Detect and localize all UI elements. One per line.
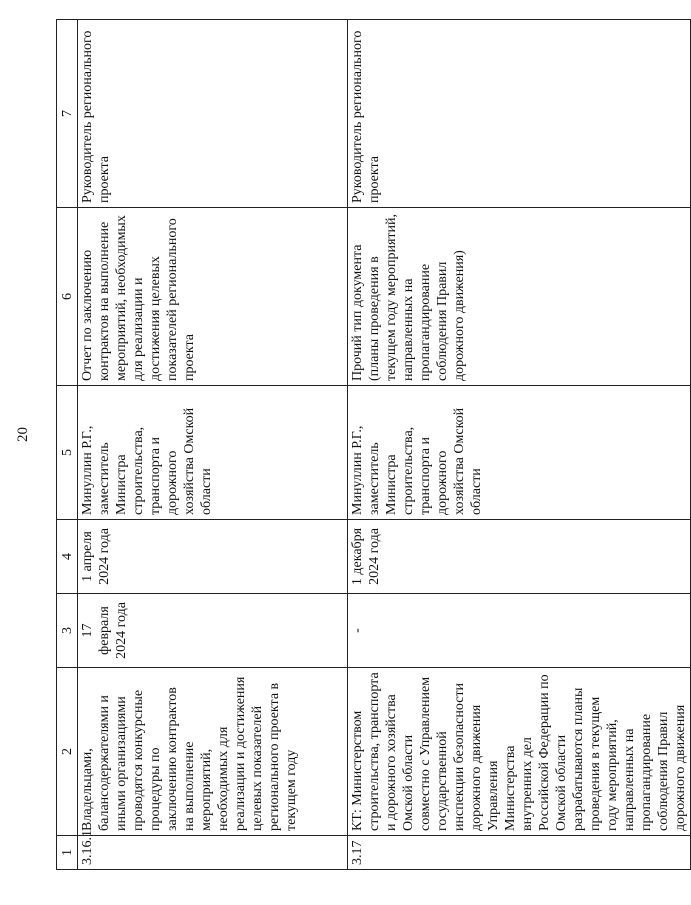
- column-header-4: 4: [57, 520, 78, 594]
- row-number: 3.17: [348, 836, 691, 870]
- row-document: Прочий тип документа (планы проведения в текущем году мероприятий, направленных на пропагандирование соблюдения Правил дорожного движения): [348, 208, 691, 386]
- column-header-1: 1: [57, 836, 78, 870]
- row-end-date: 1 декабря 2024 года: [348, 520, 691, 594]
- header-row: [57, 20, 78, 870]
- column-header-6: 6: [57, 208, 78, 386]
- row-responsible: Минуллин Р.Г., заместитель Министра строительства, транспорта и дорожного хозяйства Омской области: [348, 386, 691, 520]
- column-header-5: 5: [57, 386, 78, 520]
- column-header-2: 2: [57, 668, 78, 836]
- row-approver: Руководитель регионального проекта: [78, 20, 348, 208]
- row-start-date: -: [348, 594, 691, 668]
- table-row: [78, 20, 348, 870]
- column-header-7: 7: [57, 20, 78, 208]
- row-end-date: 1 апреля 2024 года: [78, 520, 348, 594]
- row-description: Владельцами, балансодержателями и иными организациями проводятся конкурсные процедуры по заключению контрактов на выполнение мероприятий, необходимых для реализации и достижения целевых показателей регионального проекта в текущем году: [78, 668, 348, 836]
- row-responsible: Минуллин Р.Г., заместитель Министра строительства, транспорта и дорожного хозяйства Омской области: [78, 386, 348, 520]
- plan-table: [56, 19, 691, 870]
- row-start-date: 17 февраля 2024 года: [78, 594, 348, 668]
- rotated-table-container: [56, 20, 688, 870]
- row-number: 3.16.1: [78, 836, 348, 870]
- page-number: 20: [15, 427, 31, 442]
- table-row: [348, 20, 691, 870]
- row-description: КТ: Министерством строительства, транспорта и дорожного хозяйства Омской области совместно с Управлением государственной инспекции безопасности дорожного движения Управления Министерства внутренних дел Российской Федерации по Омской области разрабатываются планы проведения в текущем году мероприятий, направленных на пропагандирование соблюдения Правил дорожного движения: [348, 668, 691, 836]
- row-document: Отчет по заключению контрактов на выполнение мероприятий, необходимых для реализации и достижения целевых показателей регионального проекта: [78, 208, 348, 386]
- column-header-3: 3: [57, 594, 78, 668]
- row-approver: Руководитель регионального проекта: [348, 20, 691, 208]
